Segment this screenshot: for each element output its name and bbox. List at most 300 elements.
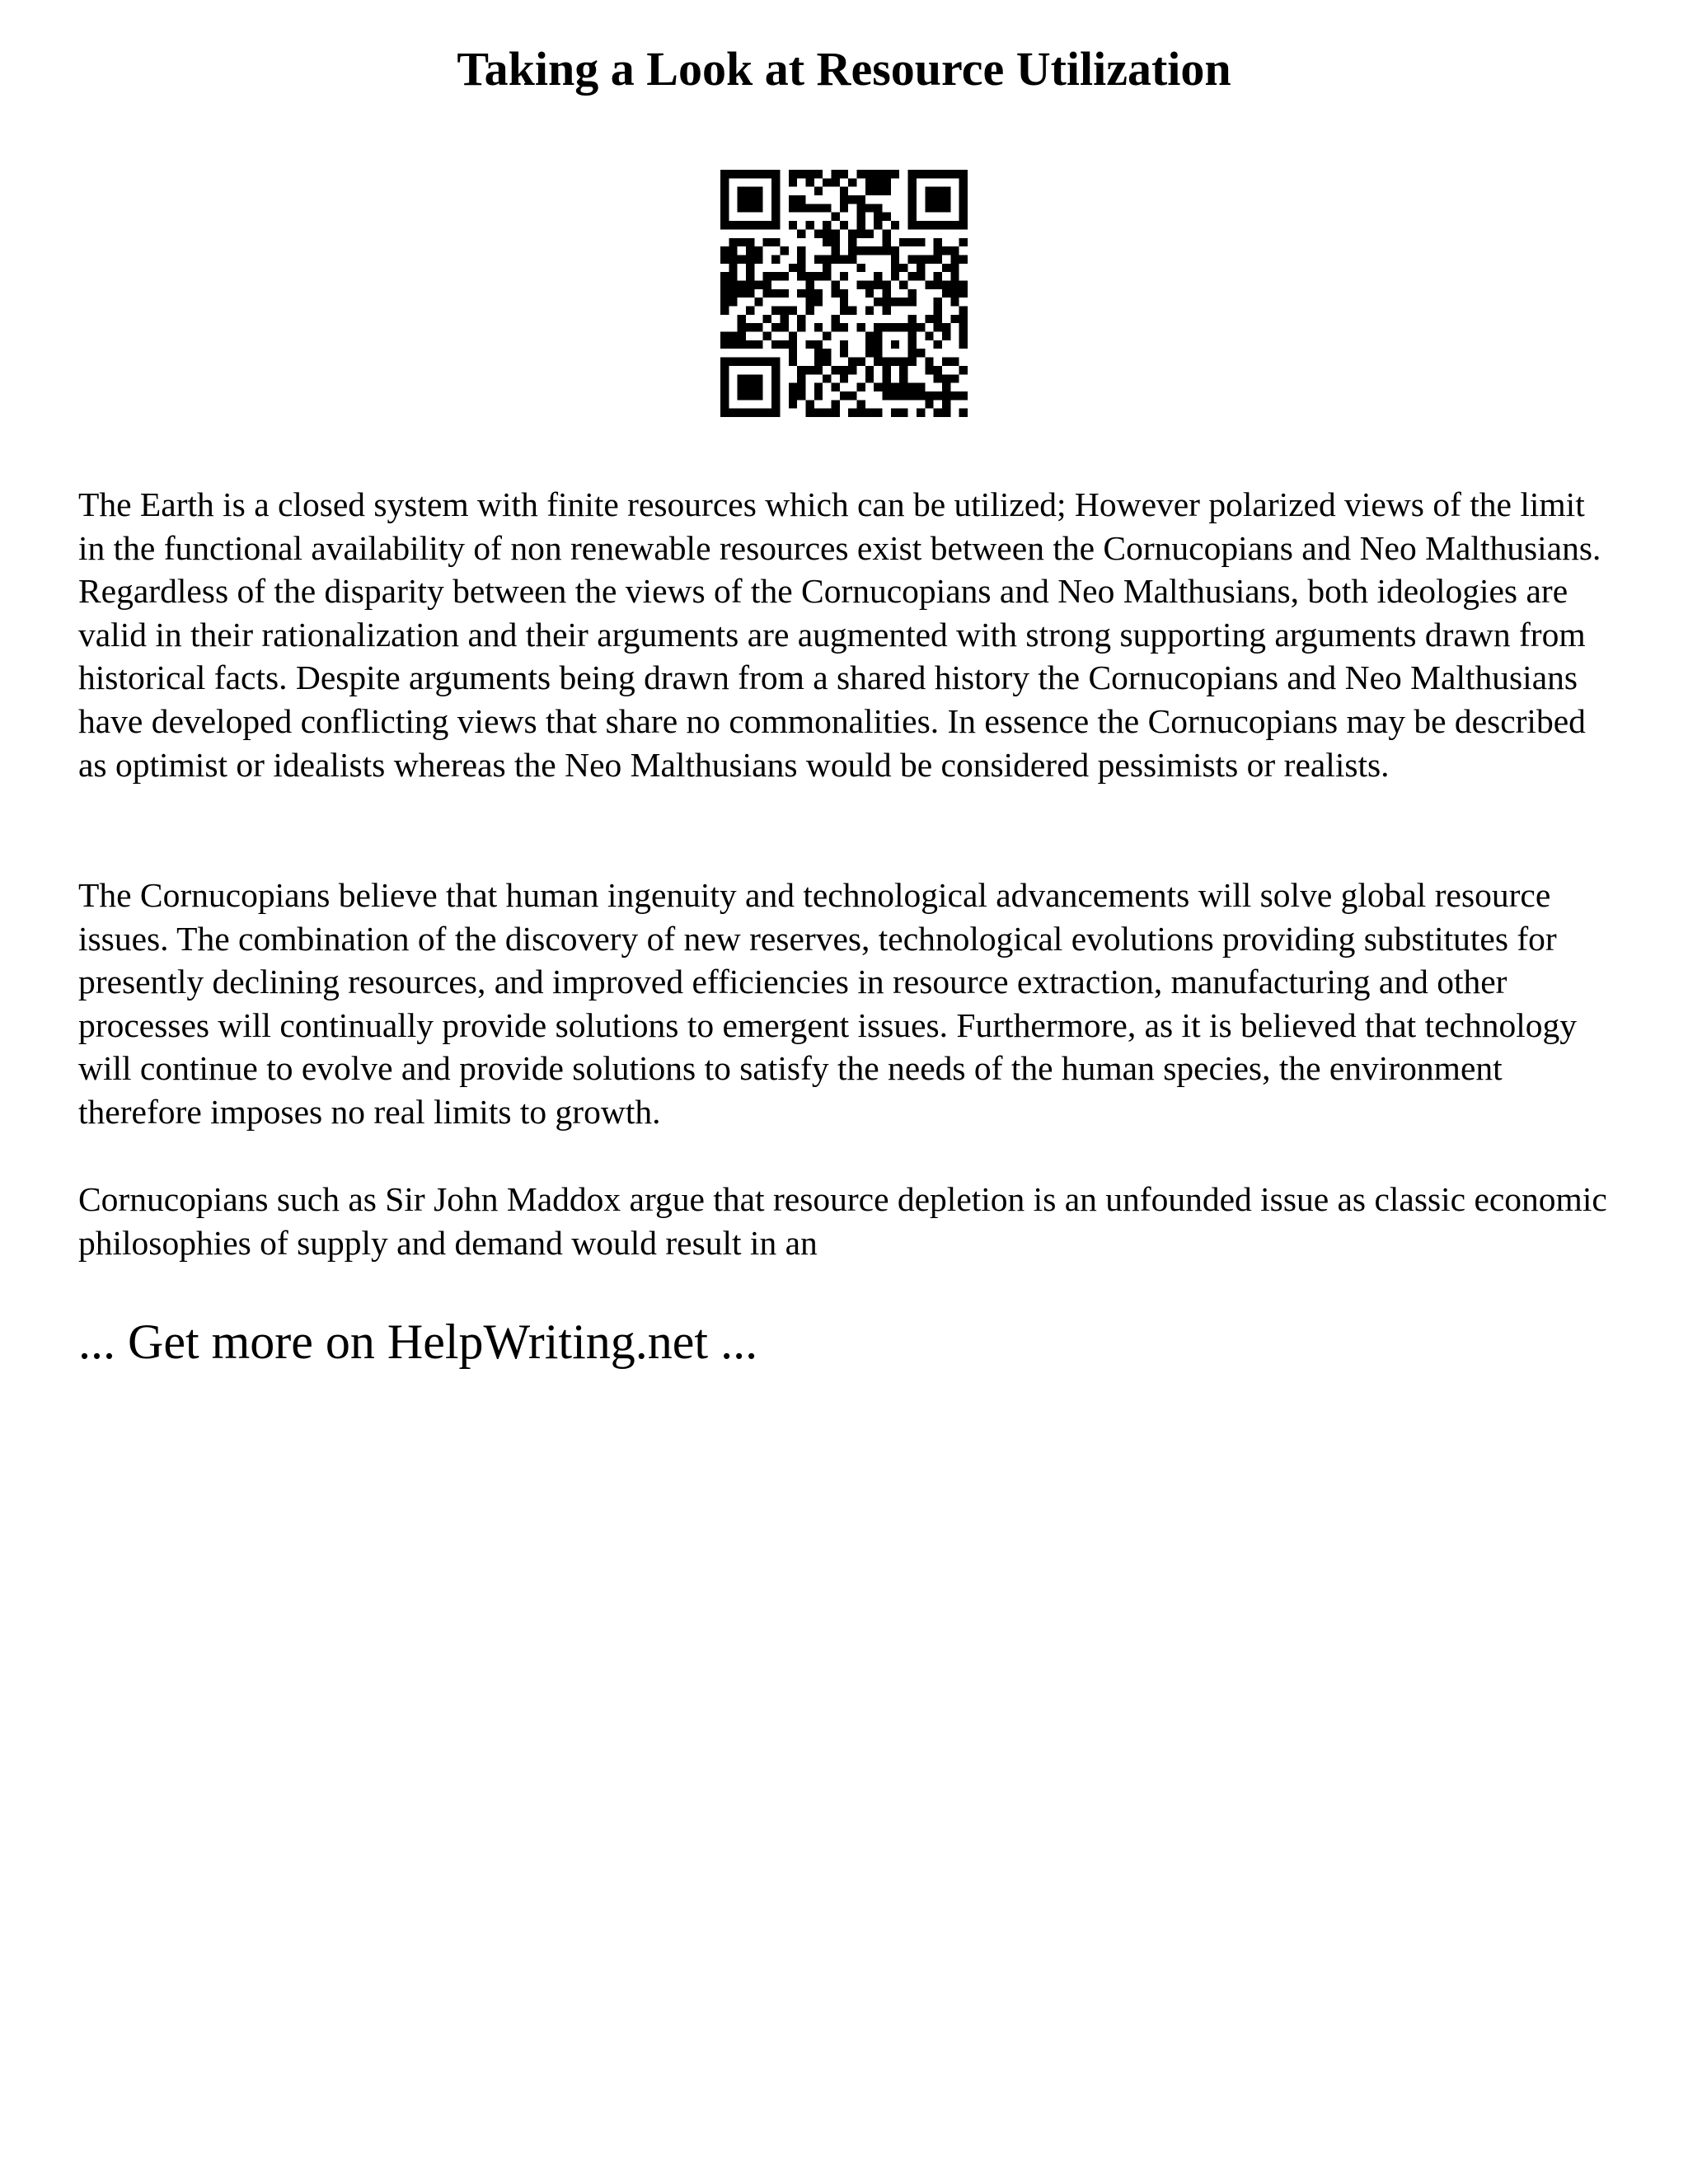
qr-module (959, 409, 968, 417)
qr-module (899, 366, 907, 374)
qr-module (865, 178, 874, 186)
qr-module (814, 366, 823, 374)
qr-module (797, 374, 805, 382)
qr-module (899, 298, 907, 306)
qr-module (763, 280, 771, 288)
qr-module (771, 400, 780, 408)
qr-module (917, 170, 925, 178)
qr-module (865, 366, 874, 374)
qr-module (771, 238, 780, 246)
qr-module (883, 358, 891, 366)
qr-module (934, 340, 942, 349)
qr-module (874, 246, 882, 255)
qr-module (857, 383, 865, 391)
qr-module (797, 315, 805, 323)
qr-module (925, 195, 933, 204)
qr-module (780, 323, 788, 331)
qr-module (763, 289, 771, 298)
qr-module (729, 409, 737, 417)
qr-module (883, 187, 891, 195)
qr-module (959, 178, 968, 186)
qr-module (865, 332, 874, 340)
qr-module (746, 246, 754, 255)
qr-module (942, 280, 950, 288)
qr-module (746, 195, 754, 204)
qr-module (831, 255, 839, 263)
qr-module (823, 221, 831, 229)
qr-module (823, 238, 831, 246)
qr-module (883, 323, 891, 331)
qr-module (942, 221, 950, 229)
qr-module (789, 264, 797, 272)
qr-module (942, 383, 950, 391)
qr-module (934, 187, 942, 195)
qr-module (942, 400, 950, 408)
qr-module (720, 289, 729, 298)
qr-module (942, 391, 950, 400)
qr-module (805, 298, 814, 306)
qr-module (754, 340, 762, 349)
qr-module (917, 349, 925, 357)
qr-module (729, 280, 737, 288)
qr-module (746, 187, 754, 195)
qr-module (738, 204, 746, 212)
qr-module (754, 204, 762, 212)
qr-module (823, 264, 831, 272)
qr-module (831, 170, 839, 178)
qr-module (908, 238, 917, 246)
qr-module (857, 358, 865, 366)
qr-module (805, 366, 814, 374)
qr-module (840, 170, 848, 178)
qr-module (959, 213, 968, 221)
qr-module (840, 323, 848, 331)
qr-module (865, 280, 874, 288)
qr-module (771, 323, 780, 331)
qr-module (891, 298, 899, 306)
qr-module (950, 391, 959, 400)
qr-module (934, 366, 942, 374)
qr-module (942, 170, 950, 178)
qr-module (899, 264, 907, 272)
qr-module (934, 307, 942, 315)
qr-module (771, 374, 780, 382)
qr-module (950, 221, 959, 229)
qr-module (959, 332, 968, 340)
qr-module (950, 246, 959, 255)
qr-module (857, 195, 865, 204)
qr-module (917, 409, 925, 417)
qr-module (823, 409, 831, 417)
qr-module (805, 272, 814, 280)
qr-module (840, 272, 848, 280)
qr-module (883, 213, 891, 221)
qr-module (754, 391, 762, 400)
qr-module (814, 358, 823, 366)
qr-module (738, 383, 746, 391)
qr-module (729, 298, 737, 306)
qr-module (797, 366, 805, 374)
qr-module (738, 195, 746, 204)
qr-module (789, 204, 797, 212)
qr-module (754, 298, 762, 306)
qr-module (899, 374, 907, 382)
qr-module (848, 229, 856, 237)
qr-code-icon (720, 170, 968, 417)
qr-module (720, 280, 729, 288)
qr-module (771, 358, 780, 366)
qr-module (891, 264, 899, 272)
qr-module (959, 280, 968, 288)
qr-module (814, 391, 823, 400)
qr-module (720, 332, 729, 340)
qr-module (848, 366, 856, 374)
qr-module (908, 195, 917, 204)
paragraph-3: Cornucopians such as Sir John Maddox argue that resource depletion is an unfounded issue as classic economic philosophies of supply and demand would result in an (78, 1180, 1607, 1262)
qr-module (771, 289, 780, 298)
qr-module (934, 298, 942, 306)
qr-module (738, 323, 746, 331)
qr-module (805, 280, 814, 288)
qr-module (865, 409, 874, 417)
qr-module (883, 366, 891, 374)
qr-module (908, 204, 917, 212)
qr-module (934, 204, 942, 212)
qr-module (959, 170, 968, 178)
qr-module (857, 409, 865, 417)
qr-module (874, 323, 882, 331)
qr-module (831, 315, 839, 323)
qr-module (857, 229, 865, 237)
qr-module (891, 391, 899, 400)
qr-module (720, 204, 729, 212)
qr-module (934, 272, 942, 280)
qr-module (746, 238, 754, 246)
qr-module (865, 204, 874, 212)
qr-module (925, 315, 933, 323)
qr-module (891, 221, 899, 229)
qr-module (729, 272, 737, 280)
qr-module (738, 315, 746, 323)
qr-module (720, 307, 729, 315)
qr-module (789, 195, 797, 204)
qr-module (874, 349, 882, 357)
qr-module (797, 170, 805, 178)
qr-module (720, 170, 729, 178)
qr-module (840, 391, 848, 400)
qr-module (925, 391, 933, 400)
qr-module (746, 170, 754, 178)
qr-module (891, 383, 899, 391)
qr-module (899, 391, 907, 400)
qr-module (814, 272, 823, 280)
qr-module (840, 340, 848, 349)
qr-module (797, 272, 805, 280)
qr-module (720, 178, 729, 186)
qr-module (729, 289, 737, 298)
qr-module (823, 255, 831, 263)
qr-module (942, 323, 950, 331)
paragraph-1: The Earth is a closed system with finite resources which can be utilized; However polarized views of the limit in the functional availability of non renewable resources exist between the Cornucopians and Neo Malthusians. Regardless of the disparity between the views of the Cornucopians and Neo Malthusians, both ideologies are valid in their rationalization and their arguments are augmented with strong supporting arguments drawn from historical facts. Despite arguments being drawn from a shared history the Cornucopians and Neo Malthusians have developed conflicting views that share no commonalities. In essence the Cornucopians may be described as optimist or idealists whereas the Neo Malthusians would be considered pessimists or realists. (78, 485, 1601, 784)
qr-module (883, 238, 891, 246)
qr-module (925, 221, 933, 229)
qr-module (763, 358, 771, 366)
qr-module (720, 221, 729, 229)
qr-module (865, 187, 874, 195)
qr-module (874, 332, 882, 340)
qr-module (720, 272, 729, 280)
qr-module (874, 170, 882, 178)
qr-module (848, 178, 856, 186)
qr-module (959, 255, 968, 263)
qr-module (899, 280, 907, 288)
qr-module (720, 246, 729, 255)
qr-module (865, 340, 874, 349)
qr-module (840, 195, 848, 204)
qr-module (959, 238, 968, 246)
qr-module (840, 366, 848, 374)
qr-module (789, 332, 797, 340)
qr-module (720, 400, 729, 408)
qr-module (763, 170, 771, 178)
qr-module (797, 195, 805, 204)
qr-module (780, 246, 788, 255)
qr-module (908, 221, 917, 229)
qr-module (908, 323, 917, 331)
qr-module (917, 255, 925, 263)
qr-module (925, 170, 933, 178)
qr-module (754, 409, 762, 417)
qr-module (883, 229, 891, 237)
qr-module (814, 383, 823, 391)
qr-module (908, 178, 917, 186)
qr-module (857, 221, 865, 229)
qr-module (934, 315, 942, 323)
qr-module (720, 298, 729, 306)
qr-module (883, 246, 891, 255)
qr-module (865, 374, 874, 382)
qr-module (925, 400, 933, 408)
qr-module (950, 170, 959, 178)
qr-module (891, 170, 899, 178)
qr-module (908, 391, 917, 400)
qr-module (891, 255, 899, 263)
qr-module (883, 391, 891, 400)
qr-module (942, 332, 950, 340)
qr-module (942, 289, 950, 298)
qr-module (789, 340, 797, 349)
qr-module (959, 187, 968, 195)
qr-module (831, 383, 839, 391)
qr-module (883, 383, 891, 391)
qr-module (925, 366, 933, 374)
qr-module (950, 289, 959, 298)
qr-module (848, 307, 856, 315)
qr-module (771, 340, 780, 349)
qr-module (746, 204, 754, 212)
qr-module (746, 374, 754, 382)
qr-module (738, 187, 746, 195)
qr-module (934, 391, 942, 400)
qr-module (738, 358, 746, 366)
qr-module (831, 323, 839, 331)
qr-module (814, 255, 823, 263)
qr-module (789, 221, 797, 229)
qr-module (831, 246, 839, 255)
qr-module (720, 358, 729, 366)
qr-module (831, 280, 839, 288)
qr-module (925, 187, 933, 195)
qr-module (950, 298, 959, 306)
qr-module (780, 272, 788, 280)
qr-module (763, 272, 771, 280)
qr-module (942, 264, 950, 272)
qr-module (831, 238, 839, 246)
qr-module (823, 349, 831, 357)
qr-module (789, 383, 797, 391)
qr-module (746, 323, 754, 331)
qr-module (934, 409, 942, 417)
qr-module (738, 280, 746, 288)
qr-module (925, 280, 933, 288)
qr-module (746, 255, 754, 263)
qr-module (738, 332, 746, 340)
qr-module (814, 409, 823, 417)
qr-module (934, 255, 942, 263)
qr-module (789, 170, 797, 178)
qr-module (840, 374, 848, 382)
qr-module (848, 255, 856, 263)
qr-module (805, 409, 814, 417)
qr-module (874, 383, 882, 391)
qr-module (720, 383, 729, 391)
qr-module (754, 383, 762, 391)
qr-module (729, 170, 737, 178)
qr-module (754, 280, 762, 288)
qr-module (934, 221, 942, 229)
qr-module (746, 340, 754, 349)
qr-module (942, 204, 950, 212)
qr-module (720, 187, 729, 195)
qr-module (874, 340, 882, 349)
qr-module (746, 221, 754, 229)
qr-module (771, 213, 780, 221)
qr-module (917, 272, 925, 280)
qr-module (840, 349, 848, 357)
qr-module (950, 280, 959, 288)
qr-module (874, 272, 882, 280)
qr-module (883, 374, 891, 382)
qr-module (814, 204, 823, 212)
qr-module (746, 391, 754, 400)
qr-module (831, 366, 839, 374)
qr-module (883, 307, 891, 315)
qr-module (823, 204, 831, 212)
qr-module (917, 264, 925, 272)
qr-module (874, 409, 882, 417)
qr-module (848, 391, 856, 400)
qr-module (942, 358, 950, 366)
qr-module (797, 383, 805, 391)
qr-module (857, 264, 865, 272)
qr-module (925, 332, 933, 340)
qr-module (814, 323, 823, 331)
qr-module (805, 178, 814, 186)
qr-module (874, 213, 882, 221)
qr-module (908, 349, 917, 357)
qr-module (738, 255, 746, 263)
qr-module (959, 323, 968, 331)
qr-module (959, 204, 968, 212)
qr-module (874, 187, 882, 195)
qr-module (934, 195, 942, 204)
qr-module (805, 170, 814, 178)
qr-module (729, 221, 737, 229)
qr-module (908, 383, 917, 391)
qr-module (729, 264, 737, 272)
qr-module (934, 323, 942, 331)
page-title: Taking a Look at Resource Utilization (457, 42, 1231, 96)
qr-module (917, 383, 925, 391)
qr-module (789, 178, 797, 186)
qr-module (805, 221, 814, 229)
qr-module (857, 246, 865, 255)
qr-module (891, 246, 899, 255)
qr-module (729, 332, 737, 340)
qr-module (942, 195, 950, 204)
qr-module (874, 221, 882, 229)
qr-module (823, 332, 831, 340)
qr-module (771, 366, 780, 374)
qr-module (729, 340, 737, 349)
qr-module (720, 340, 729, 349)
qr-module (738, 409, 746, 417)
qr-module (771, 170, 780, 178)
qr-module (865, 289, 874, 298)
qr-module (959, 391, 968, 400)
qr-module (805, 400, 814, 408)
qr-module (797, 264, 805, 272)
qr-module (959, 366, 968, 374)
qr-module (738, 374, 746, 382)
qr-module (763, 409, 771, 417)
qr-module (959, 307, 968, 315)
qr-module (771, 178, 780, 186)
get-more-link[interactable]: ... Get more on HelpWriting.net ... (78, 1315, 758, 1369)
qr-module (942, 246, 950, 255)
qr-module (814, 229, 823, 237)
qr-module (848, 358, 856, 366)
qr-module (797, 204, 805, 212)
qr-module (925, 358, 933, 366)
qr-module (797, 255, 805, 263)
qr-module (883, 298, 891, 306)
qr-module (754, 187, 762, 195)
qr-module (917, 221, 925, 229)
qr-module (754, 170, 762, 178)
qr-module (917, 238, 925, 246)
qr-module (720, 374, 729, 382)
qr-module (789, 391, 797, 400)
qr-module (823, 272, 831, 280)
qr-module (950, 315, 959, 323)
qr-module (848, 195, 856, 204)
qr-module (771, 187, 780, 195)
qr-module (823, 374, 831, 382)
qr-module (874, 298, 882, 306)
qr-module (831, 409, 839, 417)
qr-module (840, 307, 848, 315)
